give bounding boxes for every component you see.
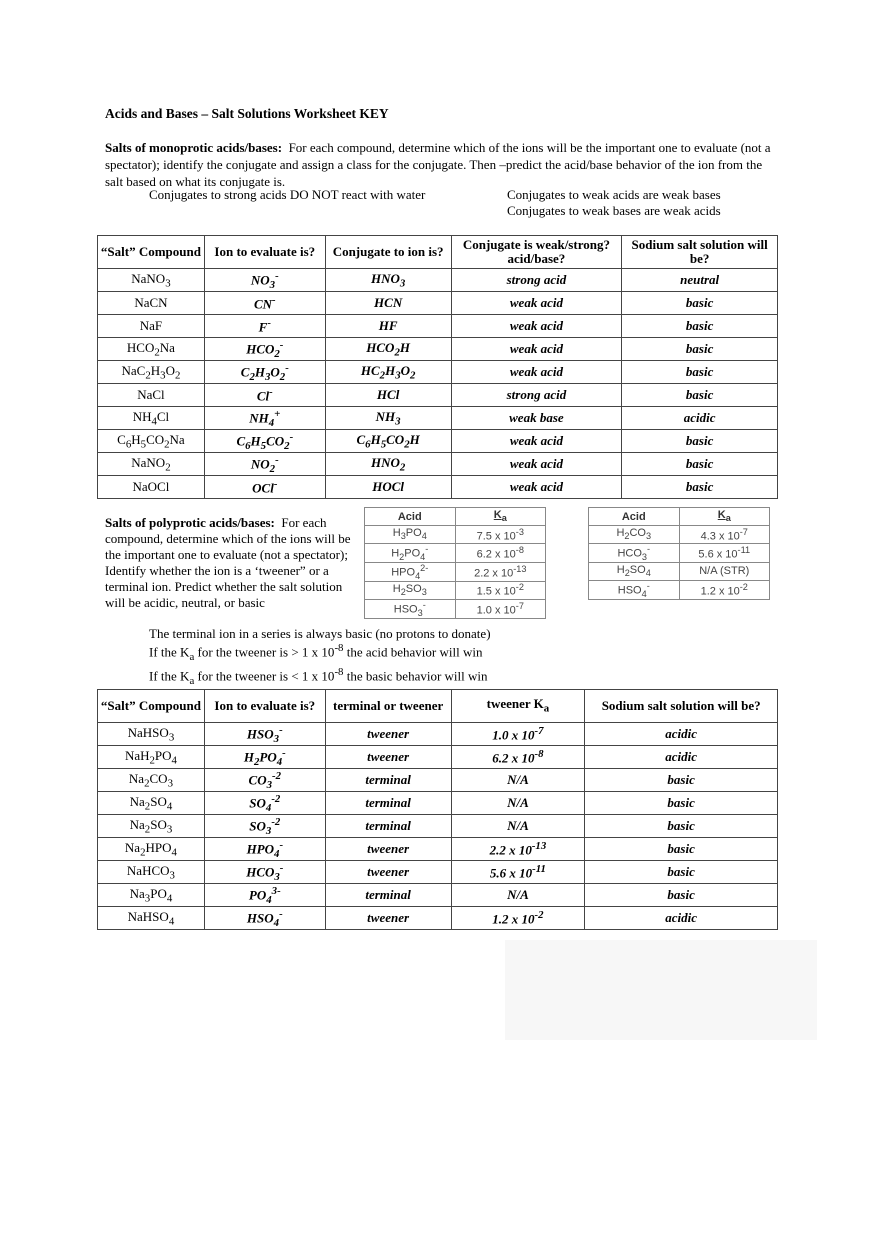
cell-ion: $SO_3^{-2}$ [204,815,325,838]
cell-type: tweener [325,838,451,861]
cell-conj: HOCl [325,476,451,499]
cell-conj: HF [325,315,451,338]
cell-ion: $HCO_2^-$ [204,338,325,361]
background-smudge [505,940,817,1040]
table-row [98,292,778,315]
column-header-2: terminal or tweener [325,690,451,723]
cell-salt: $Na_3PO_4$ [98,884,205,907]
cell-ion: $NH_4^+$ [204,407,325,430]
table-row [98,361,778,384]
ka-acid: $HCO_3^-$ [589,544,680,563]
cell-salt: NaHSO$_4$ [98,907,205,930]
column-header-1: Ion to evaluate is? [204,690,325,723]
cell-salt: $Na_2HPO_4$ [98,838,205,861]
cell-ka: N/A [451,884,585,907]
cell-salt: NaHCO$_3$ [98,861,205,884]
cell-conj: HCl [325,384,451,407]
cell-conj: HCN [325,292,451,315]
ka-header-acid: Acid [365,508,456,526]
cell-ka: N/A [451,769,585,792]
cell-result: basic [622,453,778,476]
cell-ion: $H_2PO_4^-$ [204,746,325,769]
section1-intro [105,139,775,190]
cell-result: basic [622,361,778,384]
cell-result: basic [585,769,778,792]
ka-value: 6.2 x $10^{-8}$ [455,544,545,563]
ka-acid: $HSO_4^-$ [589,580,680,599]
cell-result: acidic [585,746,778,769]
ka-value: 1.2 x $10^{-2}$ [679,580,769,599]
cell-ka: N/A [451,792,585,815]
table-row [98,407,778,430]
column-header-1: Ion to evaluate is? [204,236,325,269]
cell-salt: $Na_2SO_4$ [98,792,205,815]
section1-text: For each compound, determine which of the ions will be the important one to evaluate (not a spectator); identify the conjugate and assign a class for the conjugate. Then –predict the acid/base behavior of the ion from the salt based on what its conjugate is. [105,140,771,189]
ka-acid: $H_2CO_3$ [589,526,680,544]
table-row [98,338,778,361]
ka-value: 7.5 x $10^{-3}$ [455,526,545,544]
cell-result: basic [622,430,778,453]
table-row [98,384,778,407]
table-row [98,453,778,476]
ka-value: 4.3 x $10^{-7}$ [679,526,769,544]
ka-table-right [588,507,770,600]
cell-conj: $HNO_3$ [325,269,451,292]
ka-acid: $H_2SO_4$ [589,562,680,580]
ka-acid: $H_2SO_3$ [365,581,456,599]
cell-ion: $NO_2^-$ [204,453,325,476]
cell-ion: CN- [204,292,325,315]
cell-salt: NaCl [98,384,205,407]
cell-result: basic [585,884,778,907]
cell-ion: Cl- [204,384,325,407]
cell-salt: NaHSO$_3$ [98,723,205,746]
cell-salt: $HCO_2Na$ [98,338,205,361]
cell-ion: $CO_3^{-2}$ [204,769,325,792]
cell-result: acidic [585,907,778,930]
section1-heading: Salts of monoprotic acids/bases: [105,140,283,155]
cell-type: terminal [325,792,451,815]
cell-result: neutral [622,269,778,292]
cell-salt: $NaH_2PO_4$ [98,746,205,769]
note-weak-acids: Conjugates to weak acids are weak bases [507,187,721,202]
ka-acid: $H_3PO_4$ [365,526,456,544]
ka-acid: $HSO_3^-$ [365,599,456,618]
ka-row [589,580,770,599]
polyprotic-table [97,689,778,930]
cell-class: weak acid [451,476,622,499]
table-row [98,315,778,338]
ka-row [589,526,770,544]
ka-acid: $HPO_4^{2-}$ [365,562,456,581]
ka-acid: $H_2PO_4^-$ [365,544,456,563]
cell-result: acidic [585,723,778,746]
cell-salt: $Na_2CO_3$ [98,769,205,792]
monoprotic-table [97,235,778,499]
column-header-2: Conjugate to ion is? [325,236,451,269]
cell-ion: F- [204,315,325,338]
cell-result: basic [585,792,778,815]
cell-result: basic [585,861,778,884]
cell-type: tweener [325,746,451,769]
ka-row [365,599,546,618]
cell-class: weak acid [451,315,622,338]
cell-ion: $C_6H_5CO_2^-$ [204,430,325,453]
ka-value: 5.6 x $10^{-11}$ [679,544,769,563]
rule-terminal: The terminal ion in a series is always basic (no protons to donate) [149,626,491,641]
cell-conj: $HC_2H_3O_2$ [325,361,451,384]
table-row [98,792,778,815]
cell-ion: $HSO_4^-$ [204,907,325,930]
table-row [98,884,778,907]
cell-result: basic [622,338,778,361]
column-header-4: Sodium salt solution will be? [585,690,778,723]
ka-row [589,562,770,580]
cell-result: basic [622,476,778,499]
table-row [98,723,778,746]
cell-class: weak acid [451,292,622,315]
cell-salt: $C_6H_5CO_2Na$ [98,430,205,453]
ka-value: 2.2 x $10^{-13}$ [455,562,545,581]
column-header-0: “Salt” Compound [98,236,205,269]
cell-ion: $HSO_3^-$ [204,723,325,746]
ka-value: N/A (STR) [679,562,769,580]
ka-value: 1.0 x $10^{-7}$ [455,599,545,618]
ka-header-ka: $K_a$ [455,508,545,526]
table-row [98,769,778,792]
cell-type: terminal [325,769,451,792]
cell-type: tweener [325,861,451,884]
table-row [98,746,778,769]
column-header-3: Conjugate is weak/strong? acid/base? [451,236,622,269]
rule-base-wins: If the $K_a$ for the tweener is < 1 x $10^{-8}$ the basic behavior will win [149,665,488,687]
ka-value: 1.5 x $10^{-2}$ [455,581,545,599]
note-weak-bases: Conjugates to weak bases are weak acids [507,203,721,218]
ka-row [589,544,770,563]
table-header-row [98,236,778,269]
table-row [98,476,778,499]
cell-conj: $NH_3$ [325,407,451,430]
cell-ka: 1.0 x $10^{-7}$ [451,723,585,746]
section2-heading: Salts of polyprotic acids/bases: [105,515,275,530]
cell-salt: NaF [98,315,205,338]
table-row [98,838,778,861]
section2-intro [105,515,355,611]
cell-ion: $NO_3^-$ [204,269,325,292]
table-row [98,269,778,292]
cell-result: basic [622,315,778,338]
cell-salt: NaCN [98,292,205,315]
cell-type: terminal [325,815,451,838]
note-strong-acids: Conjugates to strong acids DO NOT react with water [149,187,426,202]
cell-salt: $NH_4Cl$ [98,407,205,430]
cell-type: tweener [325,723,451,746]
cell-result: basic [622,384,778,407]
cell-class: weak base [451,407,622,430]
cell-result: basic [622,292,778,315]
cell-class: strong acid [451,384,622,407]
cell-ka: 1.2 x $10^{-2}$ [451,907,585,930]
tweener-rules [149,626,491,689]
ka-row [365,526,546,544]
ka-header-ka: $K_a$ [679,508,769,526]
cell-ion: $HPO_4^-$ [204,838,325,861]
cell-ion: $PO_4^{3-}$ [204,884,325,907]
cell-ion: $C_2H_3O_2^-$ [204,361,325,384]
cell-salt: NaNO$_2$ [98,453,205,476]
cell-ion: $SO_4^{-2}$ [204,792,325,815]
cell-ka: 6.2 x $10^{-8}$ [451,746,585,769]
cell-ion: OCl- [204,476,325,499]
cell-ka: 2.2 x $10^{-13}$ [451,838,585,861]
table-row [98,430,778,453]
rule-acid-wins: If the $K_a$ for the tweener is > 1 x $10^{-8}$ the acid behavior will win [149,642,483,663]
table-header-row [98,690,778,723]
cell-class: weak acid [451,430,622,453]
page-title: Acids and Bases – Salt Solutions Worksheet KEY [105,106,389,121]
table-row [98,815,778,838]
ka-row [365,544,546,563]
cell-class: strong acid [451,269,622,292]
cell-class: weak acid [451,453,622,476]
cell-class: weak acid [451,338,622,361]
cell-ka: N/A [451,815,585,838]
cell-salt: NaOCl [98,476,205,499]
ka-table-left [364,507,546,619]
cell-ka: 5.6 x $10^{-11}$ [451,861,585,884]
cell-type: tweener [325,907,451,930]
cell-result: basic [585,838,778,861]
column-header-4: Sodium salt solution will be? [622,236,778,269]
cell-ion: $HCO_3^-$ [204,861,325,884]
cell-salt: $Na_2SO_3$ [98,815,205,838]
ka-header-acid: Acid [589,508,680,526]
cell-conj: $HCO_2H$ [325,338,451,361]
column-header-0: “Salt” Compound [98,690,205,723]
cell-result: acidic [622,407,778,430]
cell-conj: $HNO_2$ [325,453,451,476]
cell-class: weak acid [451,361,622,384]
ka-row [365,581,546,599]
cell-salt: NaNO$_3$ [98,269,205,292]
cell-result: basic [585,815,778,838]
cell-salt: $NaC_2H_3O_2$ [98,361,205,384]
table-row [98,907,778,930]
ka-row [365,562,546,581]
cell-type: terminal [325,884,451,907]
column-header-3: tweener $K_a$ [451,690,585,723]
section2-text: For each compound, determine which of the ions will be the important one to evaluate (not a spectator); Identify whether the ion is a ‘tweener” or a terminal ion. Predict whether the salt solution will be acidic, neutral, or basic [105,515,351,610]
cell-conj: $C_6H_5CO_2H$ [325,430,451,453]
table-row [98,861,778,884]
